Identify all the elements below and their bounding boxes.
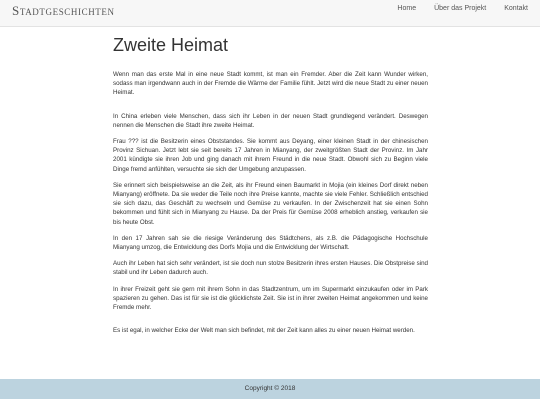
article-paragraph: Sie erinnert sich beispielsweise an die Zeit, als ihr Freund einen Baumarkt in Mojia (ein kleines Dorf direkt neben Mianyang) eröffnete. Da sie weder die Teile noch ihre Preise kannte, machte sie viele Fehler. Schließlich entschied sie sich dazu, das Geschäft zu wechseln und Gemüse zu verkaufen. In der Zwischenzeit hat sie einen Sohn bekommen und fühlt sich in Mianyang zu Hause. Da der Preis für Gemüse 2008 erheblich anstieg, verkaufen sie bis heute Obst. <box>113 181 428 226</box>
nav-link-contact[interactable]: Kontakt <box>504 5 528 12</box>
article <box>113 34 428 342</box>
paragraph-spacer <box>113 319 428 326</box>
article-paragraph: Es ist egal, in welcher Ecke der Welt man sich befindet, mit der Zeit kann alles zu einer neuen Heimat werden. <box>113 327 415 335</box>
nav-link-home[interactable]: Home <box>397 5 417 12</box>
navbar <box>0 0 540 27</box>
article-paragraph: Frau ??? ist die Besitzerin eines Obststandes. Sie kommt aus Deyang, einer kleinen Stadt in der chinesischen Provinz Sichuan. Jetzt lebt sie seit bereits 17 Jahren in Mianyang, der zweitgrößten Stadt der Provinz. Im Jahr 2001 kündigte sie ihren Job und ging danach mit ihrem Freund in die neue Stadt. Obwohl sich zu Beginn viele Dinge fremd anfühlten, versuchte sie sich der Umgebung anzupassen. <box>113 138 428 173</box>
footer <box>0 379 540 399</box>
article-paragraph: Auch ihr Leben hat sich sehr verändert, ist sie doch nun stolze Besitzerin ihres ersten Hauses. Die Obstpreise sind stabil und ihr Leben dadurch auch. <box>113 260 428 277</box>
paragraph-spacer <box>113 105 428 112</box>
article-paragraph: In China erleben viele Menschen, dass sich ihr Leben in der neuen Stadt grundlegend verändert. Deswegen nennen die Menschen die Stadt ihre zweite Heimat. <box>113 112 428 129</box>
article-paragraph: In den 17 Jahren sah sie die riesige Veränderung des Städtchens, als z.B. die Pädagogische Hochschule Mianyang umzog, die Entwicklung des Dorfs Mojia und die Entwicklung der Wirtschaft. <box>113 234 428 252</box>
page-title: Zweite Heimat <box>113 35 229 55</box>
nav-link-about[interactable]: Über das Projekt <box>434 5 487 12</box>
article-paragraph: In ihrer Freizeit geht sie gern mit ihrem Sohn in das Stadtzentrum, um im Supermarkt einzukaufen oder im Park spazieren zu gehen. Das ist für sie ist die glücklichste Zeit. Sie ist in ihrer zweiten Heimat angekommen und keine Fremde mehr. <box>113 285 428 312</box>
nav-links <box>379 4 528 14</box>
article-paragraph: Wenn man das erste Mal in eine neue Stadt kommt, ist man ein Fremder. Aber die Zeit kann Wunder wirken, sodass man irgendwann auch in der Fremde die Wärme der Familie fühlt. Jetzt wird die neue Stadt zu einer neuen Heimat. <box>113 71 428 97</box>
copyright-text: Copyright © 2018 <box>244 385 296 392</box>
brand-logo-link[interactable]: Stadtgeschichten <box>12 3 115 18</box>
